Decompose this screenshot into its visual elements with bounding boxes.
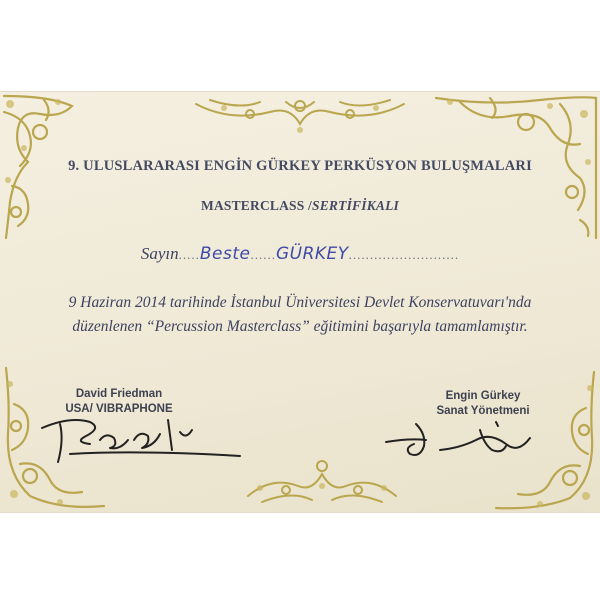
right-signature — [380, 410, 540, 466]
left-signature — [30, 410, 250, 470]
bottom-center-ornament — [242, 456, 402, 508]
recipient-line — [0, 244, 600, 264]
body-line-2: düzenlenen “Percussion Masterclass” eğitimini başarıyla tamamlamıştır. — [72, 318, 528, 335]
dots-before: ..... — [178, 247, 200, 262]
top-center-ornament — [190, 94, 410, 138]
recipient-first-name: Beste — [199, 244, 251, 264]
dots-after: .......................... — [348, 247, 460, 262]
right-signatory-role: Sanat Yönetmeni — [436, 405, 530, 417]
subheading-italic: SERTİFİKALI — [312, 198, 399, 213]
certificate-subheading — [0, 198, 600, 214]
certificate-heading: 9. ULUSLARARASI ENGİN GÜRKEY PERKÜSYON BULUŞMALARI — [68, 158, 532, 174]
right-signatory-name: Engin Gürkey — [445, 390, 521, 402]
subheading-main: MASTERCLASS / — [201, 198, 313, 213]
left-signatory-role: USA/ VIBRAPHONE — [65, 403, 173, 415]
left-signatory-name: David Friedman — [75, 388, 163, 400]
dots-middle: ...... — [250, 247, 276, 262]
salutation: Sayın — [140, 244, 179, 263]
recipient-last-name: GÜRKEY — [275, 244, 349, 264]
body-line-1: 9 Haziran 2014 tarihinde İstanbul Üniversitesi Devlet Konservatuvarı'nda — [68, 294, 532, 311]
certificate-card — [0, 92, 600, 512]
